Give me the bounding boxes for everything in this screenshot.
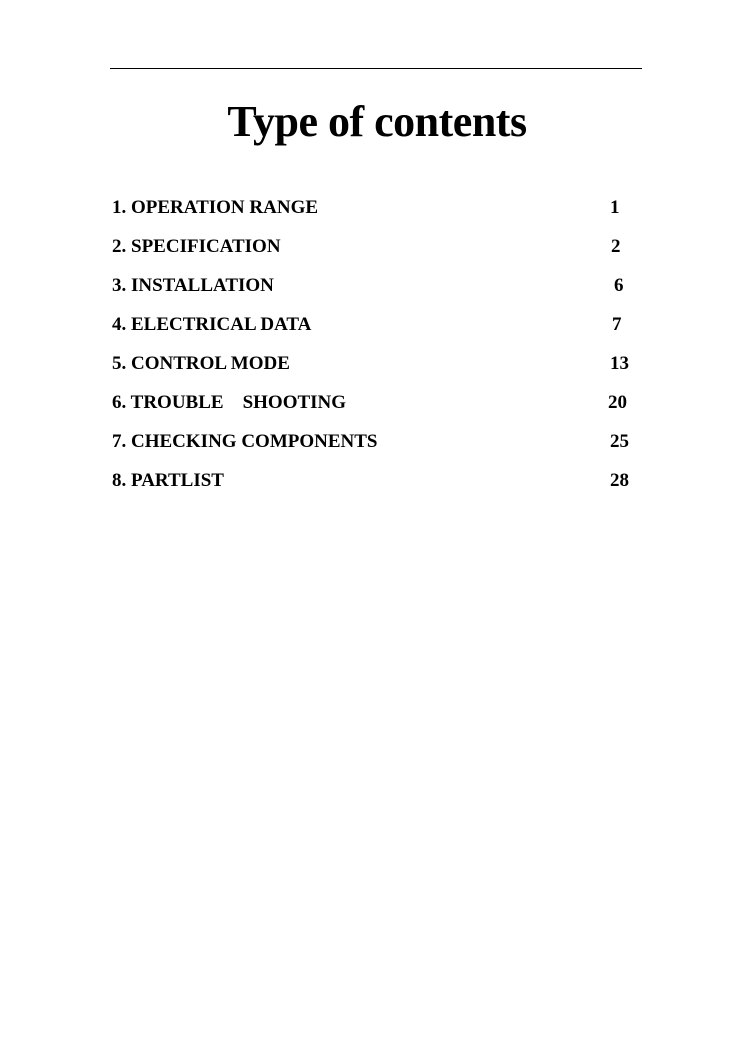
toc-entry-page: 6 <box>614 275 624 296</box>
toc-entry-page: 1 <box>610 197 620 218</box>
toc-entry-page: 28 <box>610 470 629 491</box>
toc-entry-label: 3. INSTALLATION <box>112 275 274 296</box>
table-of-contents <box>112 193 652 505</box>
toc-entry-label: 5. CONTROL MODE <box>112 353 290 374</box>
page-title: Type of contents <box>227 97 527 146</box>
toc-entry-label: 6. TROUBLE SHOOTING <box>112 392 347 413</box>
toc-entry-label: 8. PARTLIST <box>112 470 224 491</box>
toc-entry-label: 1. OPERATION RANGE <box>112 197 319 218</box>
toc-entry-electrical-data[interactable] <box>112 310 652 349</box>
toc-entry-page: 2 <box>611 236 621 257</box>
toc-entry-control-mode[interactable] <box>112 349 652 388</box>
toc-entry-label: 4. ELECTRICAL DATA <box>112 314 312 335</box>
toc-entry-label: 2. SPECIFICATION <box>112 236 281 257</box>
toc-entry-trouble-shooting[interactable] <box>112 388 652 427</box>
toc-entry-page: 25 <box>610 431 629 452</box>
toc-entry-specification[interactable] <box>112 232 652 271</box>
toc-entry-checking-components[interactable] <box>112 427 652 466</box>
toc-entry-page: 20 <box>608 392 627 413</box>
toc-entry-page: 13 <box>610 353 629 374</box>
toc-entry-partlist[interactable] <box>112 466 652 505</box>
toc-entry-page: 7 <box>612 314 622 335</box>
toc-entry-operation-range[interactable] <box>112 193 652 232</box>
toc-entry-label: 7. CHECKING COMPONENTS <box>112 431 378 452</box>
toc-entry-installation[interactable] <box>112 271 652 310</box>
header-rule <box>110 68 642 69</box>
